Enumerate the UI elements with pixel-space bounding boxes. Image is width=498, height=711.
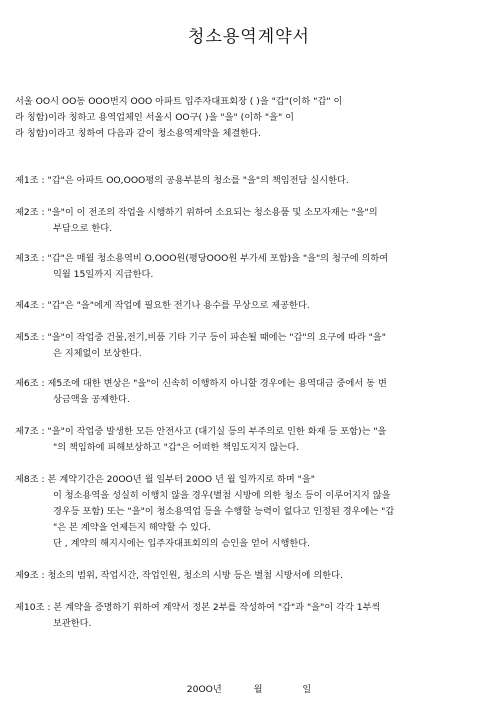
document-title: 청소용역계약서	[188, 27, 310, 47]
article-5-line: 은 지체없이 보상한다.	[53, 348, 142, 359]
article-8-line: 이 청소용역을 성실히 이행치 않을 경우(별첨 시방에 의한 청소 등이 이루어지지 않을	[53, 490, 391, 501]
article-7-line: 제7조 : "을"이 작업중 발생한 모든 안전사고 (대기실 등의 부주의로 인한 화재 등 포함)는 "을	[15, 426, 387, 437]
article-8-line: 제8조 : 본 계약기간은 20OO년 월 일부터 20OO 년 월 일까지로 하며 "을"	[15, 474, 315, 485]
article-5-line: 제5조 : "을"이 작업중 건물,전기,비품 기타 기구 등이 파손될 때에는 "갑"의 요구에 따라 "을"	[15, 332, 386, 343]
date-month: 월	[253, 684, 263, 695]
article-9-line: 제9조 : 청소의 범위, 작업시간, 작업인원, 청소의 시방 등은 별첨 시방서에 의한다.	[15, 570, 343, 581]
article-10-line: 보관한다.	[53, 618, 92, 629]
article-3-line: 익월 15일까지 지급한다.	[53, 269, 154, 280]
article-6-line: 제6조 : 제5조에 대한 변상은 "을"이 신속히 이행하지 아니할 경우에는 용역대금 중에서 동 변	[15, 378, 387, 389]
article-2-line: 제2조 : "을"이 이 전조의 작업을 시행하기 위하여 소요되는 청소용품 및 소모자재는 "을"의	[15, 207, 378, 218]
intro-line: 라 칭함)이라 칭하고 용역업체인 서울시 OO구( )을 "을" (이하 "을" 이	[15, 112, 295, 123]
article-8-line: "은 본 계약을 언제든지 해약할 수 있다.	[53, 522, 211, 533]
date-day: 일	[302, 684, 312, 695]
date-year: 20OO년	[186, 684, 222, 695]
article-8-line: 경우등 포함) 또는 "을"이 청소용역업 등을 수행할 능력이 없다고 인정된 경우에는 "갑	[53, 506, 395, 517]
article-6-line: 상금액을 공제한다.	[53, 394, 130, 405]
article-7-line: "의 책임하에 피해보상하고 "갑"은 어떠한 책임도지지 않는다.	[53, 442, 300, 453]
intro-line: 라 칭함)이라고 칭하여 다음과 같이 청소용역계약을 체결한다.	[15, 128, 261, 139]
intro-line: 서울 OO시 OO동 OOO번지 OOO 아파트 입주자대표회장 ( )을 "갑"(이하 "갑" 이	[15, 96, 343, 107]
article-8-line: 단 , 계약의 해지시에는 입주자대표회의의 승인을 얻어 시행한다.	[53, 538, 311, 549]
contract-date	[0, 681, 498, 695]
article-4-line: 제4조 : "갑"은 "을"에게 작업에 필요한 전기나 용수를 무상으로 제공한다.	[15, 300, 310, 311]
article-3-line: 제3조 : "갑"은 매월 청소용역비 O,OOO원(평당OOO원 부가세 포함)을 "을"의 청구에 의하여	[15, 253, 389, 264]
article-1-line: 제1조 : "갑"은 아파트 OO,OOO평의 공용부분의 청소를 "을"의 책임전담 실시한다.	[15, 175, 349, 186]
article-10-line: 제10조 : 본 계약을 증명하기 위하여 계약서 정본 2부를 작성하여 "갑"과 "을"이 각각 1부씩	[15, 602, 381, 613]
article-2-line: 부담으로 한다.	[53, 223, 113, 234]
